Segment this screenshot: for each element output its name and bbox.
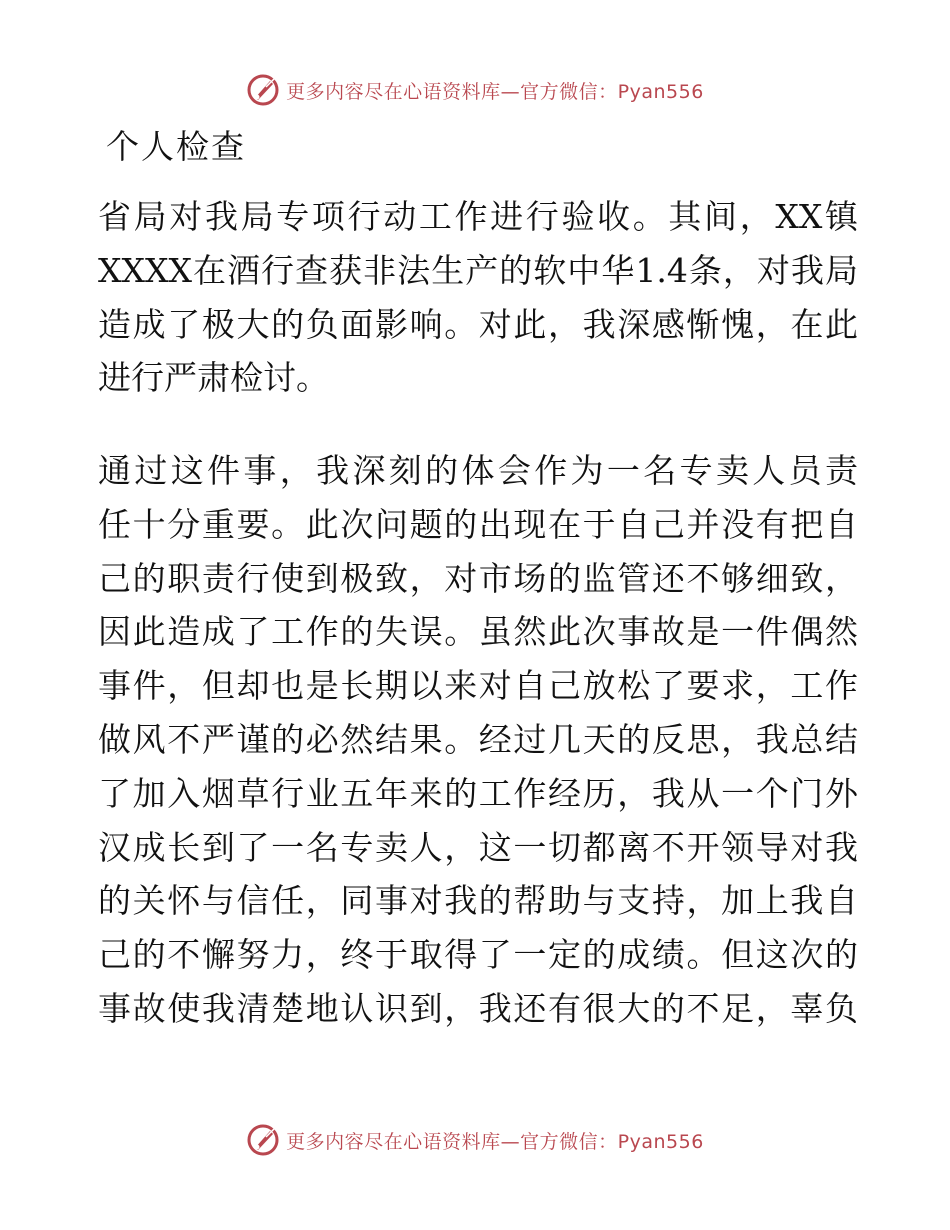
header-watermark xyxy=(0,70,950,110)
paragraph-line: 事件，但却也是长期以来对自己放松了要求，工作 xyxy=(98,666,858,706)
paragraph-line: 省局对我局专项行动工作进行验收。其间，XX镇 xyxy=(98,197,858,236)
paragraph-line: 汉成长到了一名专卖人，这一切都离不开领导对我 xyxy=(98,827,858,867)
paragraph-line: 己的不懈努力，终于取得了一定的成绩。但这次的 xyxy=(98,935,858,975)
paragraph-1 xyxy=(98,190,858,405)
quill-circle-logo-icon xyxy=(246,73,280,107)
paragraph-line: 的关怀与信任，同事对我的帮助与支持，加上我自 xyxy=(98,881,858,921)
watermark-text: 更多内容尽在心语资料库—官方微信：Pyan556 xyxy=(286,1130,704,1153)
paragraph-line: 因此造成了工作的失误。虽然此次事故是一件偶然 xyxy=(98,612,858,652)
footer-watermark xyxy=(0,1120,950,1160)
paragraph-line: 事故使我清楚地认识到，我还有很大的不足，辜负 xyxy=(98,988,858,1028)
paragraph-line: 进行严肃检讨。 xyxy=(98,358,329,398)
paragraph-line: 做风不严谨的必然结果。经过几天的反思，我总结 xyxy=(98,719,858,759)
paragraph-line: 通过这件事，我深刻的体会作为一名专卖人员责 xyxy=(98,451,858,490)
paragraph-2 xyxy=(98,444,858,1036)
watermark-text: 更多内容尽在心语资料库—官方微信：Pyan556 xyxy=(286,80,704,103)
document-title: 个人检查 xyxy=(106,127,246,166)
paragraph-line: XXXX在酒行查获非法生产的软中华1.4条，对我局 xyxy=(98,250,858,290)
paragraph-line: 造成了极大的负面影响。对此，我深感惭愧，在此 xyxy=(98,304,858,344)
quill-circle-logo-icon xyxy=(246,1123,280,1157)
paragraph-line: 了加入烟草行业五年来的工作经历，我从一个门外 xyxy=(98,773,858,813)
paragraph-line: 任十分重要。此次问题的出现在于自己并没有把自 xyxy=(98,504,858,544)
paragraph-line: 己的职责行使到极致，对市场的监管还不够细致， xyxy=(98,558,858,598)
